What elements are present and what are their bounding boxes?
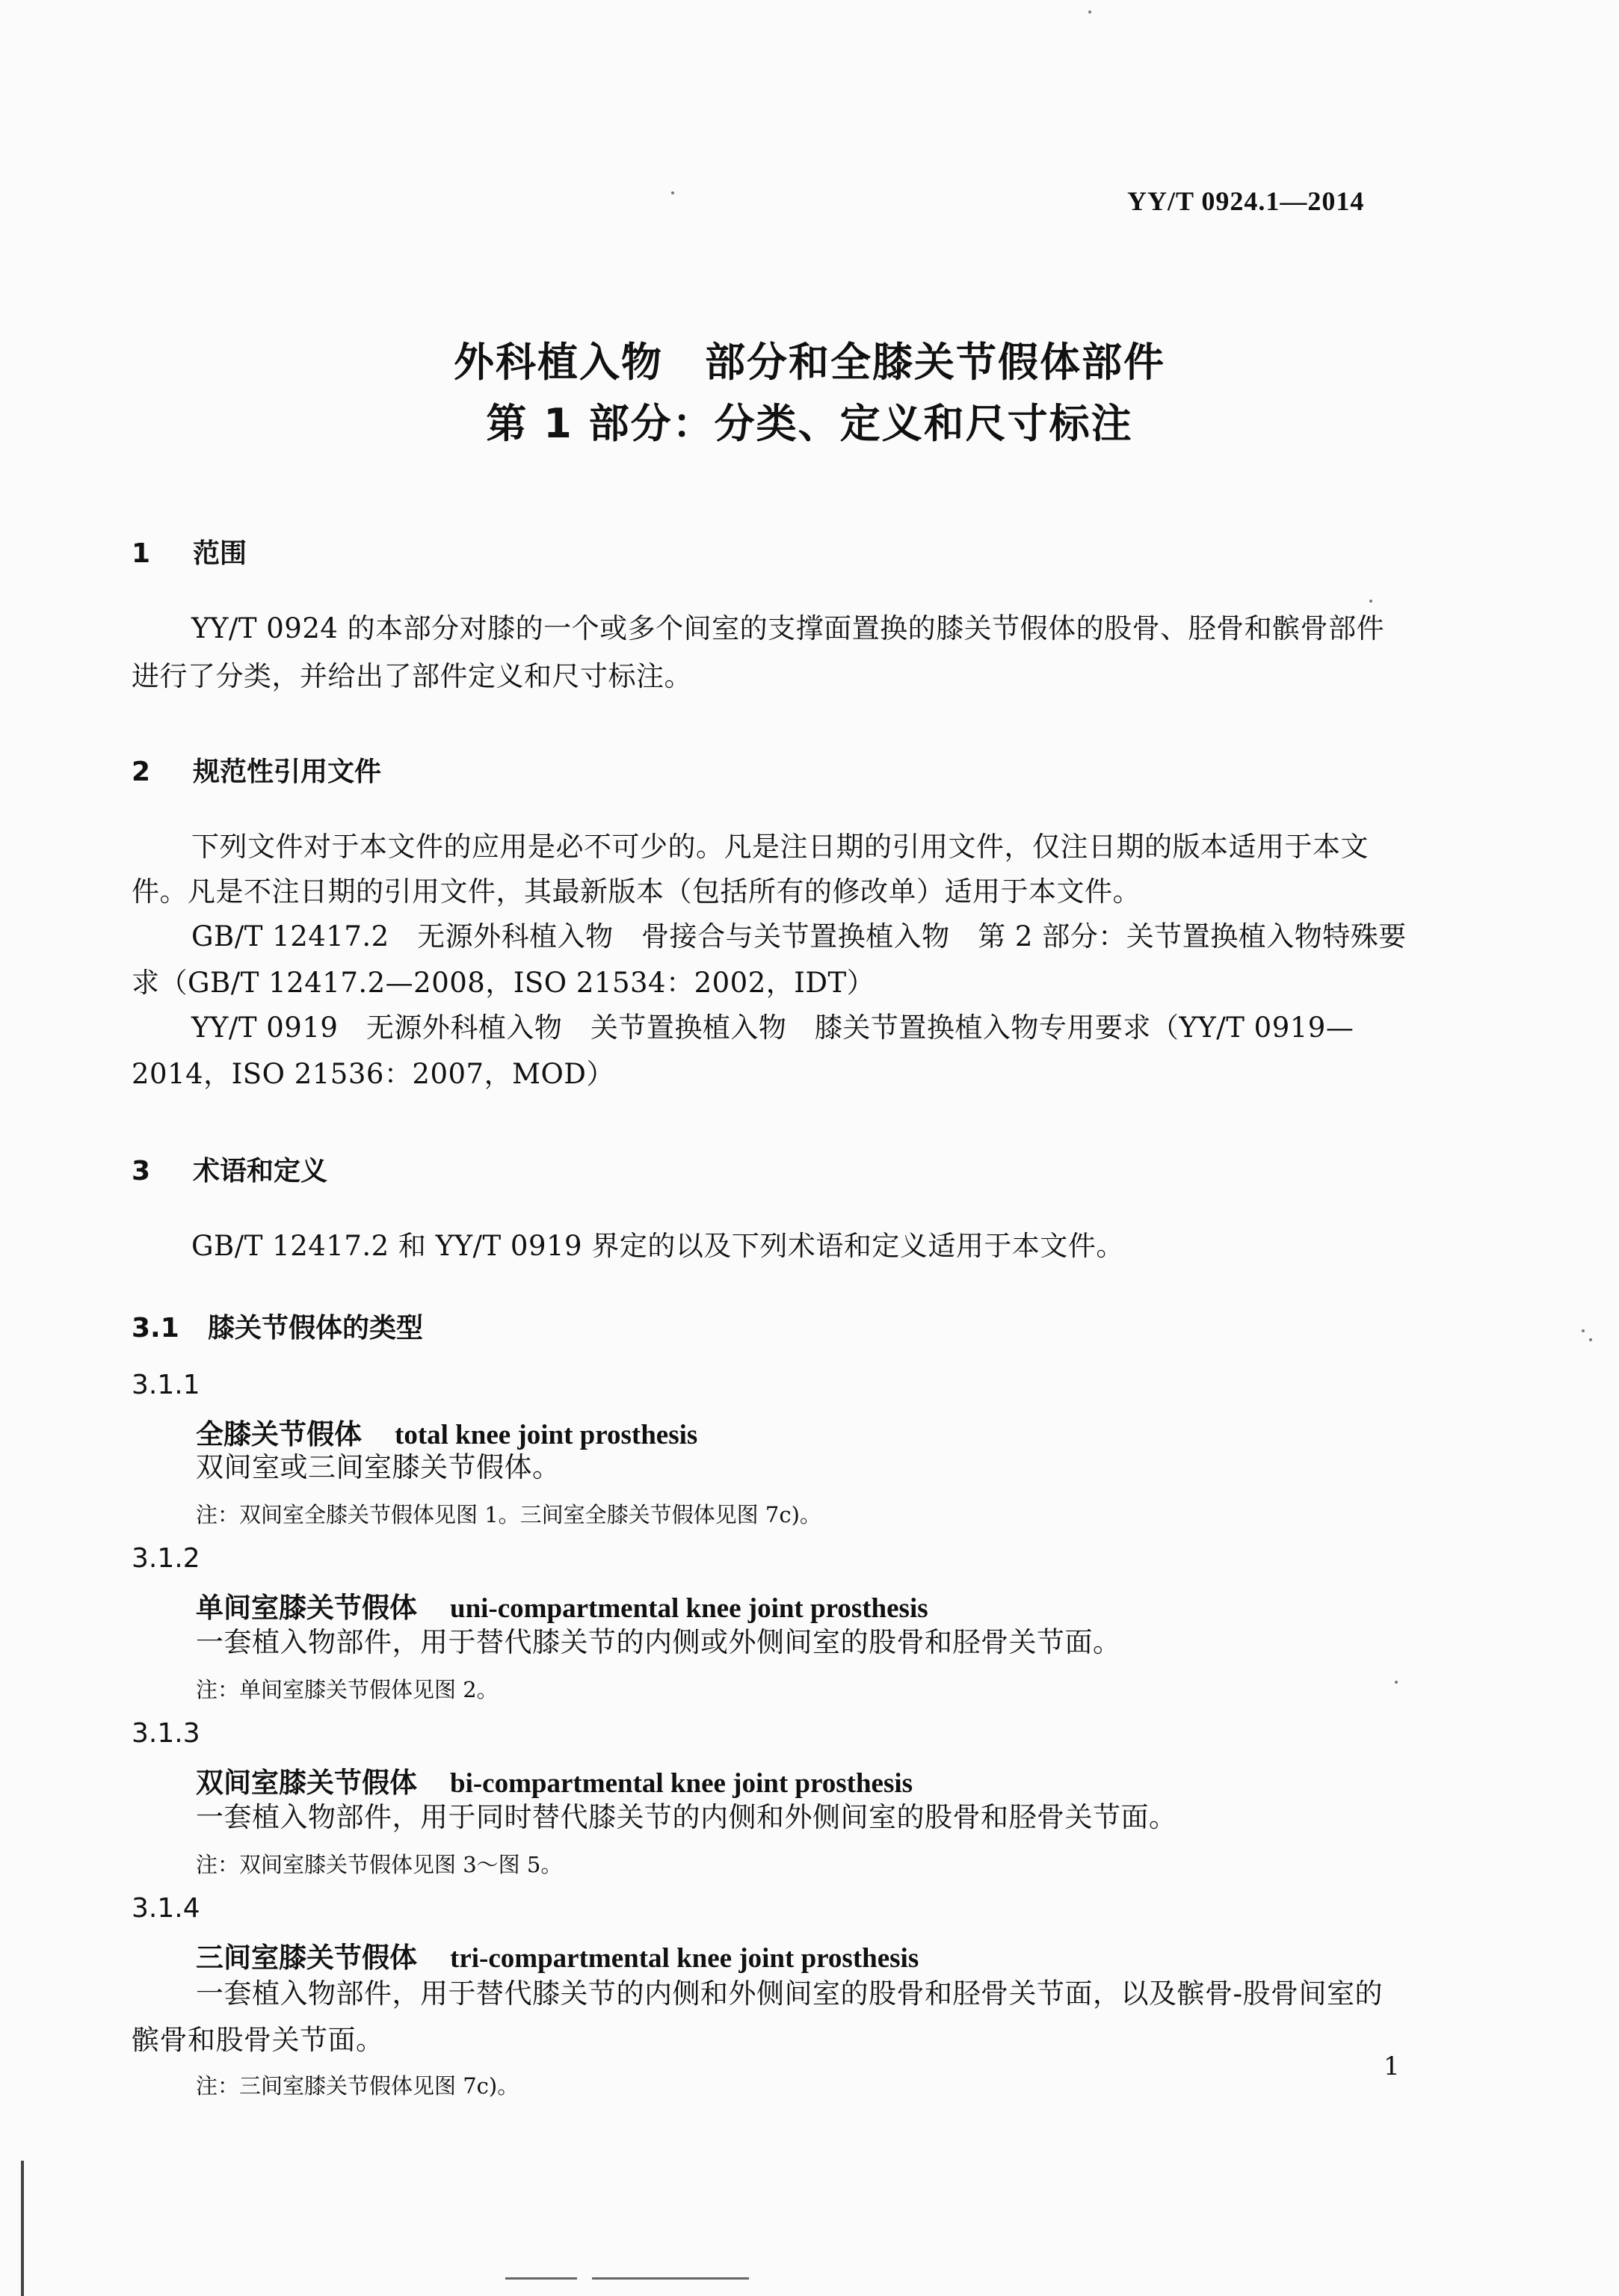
term-note: 注：三间室膝关节假体见图 7c)。 [196, 2073, 519, 2099]
term-number: 3.1.1 [132, 1370, 200, 1400]
section-number: 2 [132, 757, 151, 787]
term-zh: 三间室膝关节假体 [196, 1942, 417, 1974]
normative-ref-2-line-1: YY/T 0919 无源外科植入物 关节置换植入物 膝关节置换植入物专用要求（YY/T 0919— [191, 1012, 1354, 1044]
term-zh: 双间室膝关节假体 [196, 1767, 417, 1799]
term-note: 注：双间室全膝关节假体见图 1。三间室全膝关节假体见图 7c)。 [196, 1502, 821, 1527]
section-number: 3.1 [132, 1313, 179, 1344]
normative-ref-1-line-1: GB/T 12417.2 无源外科植入物 骨接合与关节置换植入物 第 2 部分：关节置换植入物特殊要 [191, 920, 1407, 952]
section-title: 范围 [193, 538, 247, 569]
term-definition: 一套植入物部件，用于同时替代膝关节的内侧和外侧间室的股骨和胫骨关节面。 [196, 1801, 1177, 1833]
standard-number: YY/T 0924.1—2014 [1127, 186, 1365, 216]
term-en: total knee joint prosthesis [395, 1420, 698, 1450]
scan-speck [1589, 1338, 1592, 1341]
scan-speck [1369, 600, 1372, 603]
term-definition: 一套植入物部件，用于替代膝关节的内侧或外侧间室的股骨和胫骨关节面。 [196, 1626, 1121, 1658]
terms-intro: GB/T 12417.2 和 YY/T 0919 界定的以及下列术语和定义适用于本文件。 [191, 1230, 1124, 1262]
term-number: 3.1.4 [132, 1893, 200, 1924]
term-note: 注：双间室膝关节假体见图 3～图 5。 [196, 1852, 563, 1877]
term-number: 3.1.3 [132, 1718, 200, 1749]
term-zh: 全膝关节假体 [196, 1418, 362, 1450]
section-1-heading [132, 532, 247, 570]
title-line-1: 外科植入物 部分和全膝关节假体部件 [454, 339, 1165, 386]
section-title: 术语和定义 [193, 1156, 328, 1187]
scan-speck [1088, 10, 1091, 13]
scope-line-1: YY/T 0924 的本部分对膝的一个或多个间室的支撑面置换的膝关节假体的股骨、胫骨和髌骨部件 [191, 612, 1385, 644]
term-definition-line-1: 一套植入物部件，用于替代膝关节的内侧和外侧间室的股骨和胫骨关节面，以及髌骨-股骨间室的 [196, 1978, 1383, 2010]
term-heading [196, 1760, 913, 1800]
page-number: 1 [1384, 2052, 1400, 2081]
normative-ref-1-line-2: 求（GB/T 12417.2—2008，ISO 21534：2002，IDT） [132, 967, 875, 999]
term-definition-line-2: 髌骨和股骨关节面。 [132, 2024, 384, 2056]
section-3-heading [132, 1150, 327, 1188]
scan-dash-mark [592, 2277, 749, 2280]
section-number: 1 [132, 538, 151, 569]
scan-dash-mark [505, 2277, 577, 2280]
term-number: 3.1.2 [132, 1543, 200, 1574]
normative-intro-line-1: 下列文件对于本文件的应用是必不可少的。凡是注日期的引用文件，仅注日期的版本适用于本文 [191, 831, 1369, 863]
term-en: uni-compartmental knee joint prosthesis [450, 1593, 928, 1624]
term-en: tri-compartmental knee joint prosthesis [450, 1943, 919, 1974]
section-3-1-heading [132, 1307, 423, 1345]
term-zh: 单间室膝关节假体 [196, 1592, 417, 1624]
normative-ref-2-line-2: 2014，ISO 21536：2007，MOD） [132, 1058, 614, 1090]
term-definition: 双间室或三间室膝关节假体。 [196, 1451, 561, 1483]
scan-speck [1395, 1681, 1398, 1684]
scan-speck [1582, 1329, 1585, 1332]
term-heading [196, 1412, 697, 1452]
section-title: 膝关节假体的类型 [208, 1313, 424, 1344]
section-title: 规范性引用文件 [193, 757, 382, 787]
scan-edge-line [21, 2161, 24, 2296]
section-number: 3 [132, 1156, 151, 1187]
scope-line-2: 进行了分类，并给出了部件定义和尺寸标注。 [132, 660, 692, 692]
scan-speck [671, 191, 674, 194]
title-line-2: 第 1 部分：分类、定义和尺寸标注 [486, 400, 1133, 447]
normative-intro-line-2: 件。凡是不注日期的引用文件，其最新版本（包括所有的修改单）适用于本文件。 [132, 875, 1141, 908]
section-2-heading [132, 751, 381, 789]
term-en: bi-compartmental knee joint prosthesis [450, 1768, 913, 1799]
term-heading [196, 1935, 919, 1975]
term-note: 注：单间室膝关节假体见图 2。 [196, 1677, 499, 1702]
term-heading [196, 1585, 928, 1625]
